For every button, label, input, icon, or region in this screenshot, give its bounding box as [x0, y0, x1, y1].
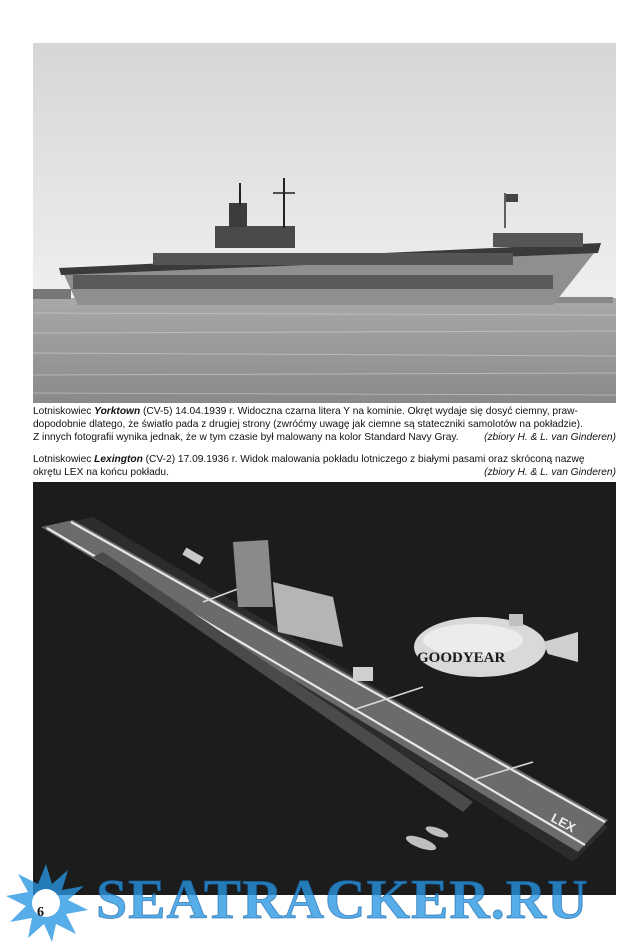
caption-prefix: Lotniskowiec	[33, 454, 95, 465]
caption-line	[33, 466, 616, 479]
caption-line	[33, 453, 616, 466]
photo-credit: (zbiory H. & L. van Ginderen)	[484, 467, 616, 479]
caption-line: dopodobnie dlatego, że światło pada z drugiej strony (zwróćmy uwagę jak ciemne są stateczniki samolotów na pokładzie).	[33, 419, 583, 431]
caption-yorktown	[33, 405, 616, 445]
watermark: SEATRACKER.RU	[96, 869, 589, 931]
photo-yorktown	[33, 43, 616, 403]
photo-lexington	[33, 482, 616, 895]
ship-name: Yorktown	[94, 406, 141, 417]
starburst-logo	[2, 862, 90, 942]
caption-lexington	[33, 453, 616, 479]
caption-line	[33, 405, 616, 418]
photo-credit: (zbiory H. & L. van Ginderen)	[484, 432, 616, 444]
caption-prefix: Lotniskowiec	[33, 406, 95, 417]
caption-text: Z innych fotografii wynika jednak, że w tym czasie był malowany na kolor Standard Navy Gray.	[33, 432, 459, 444]
caption-text: okrętu LEX na końcu pokładu.	[33, 467, 169, 479]
caption-line	[33, 431, 616, 444]
blimp-lettering: GOODYEAR	[417, 650, 506, 666]
deck-lettering: LEX	[548, 810, 579, 836]
caption-text: (CV-2) 17.09.1936 r. Widok malowania pokładu lotniczego z białymi pasami oraz skróconą nazwę	[142, 454, 585, 465]
caption-text: (CV-5) 14.04.1939 r. Widoczna czarna litera Y na kominie. Okręt wydaje się dosyć ciemny, praw-	[140, 406, 578, 417]
ship-name: Lexington	[94, 454, 143, 465]
page-number: 6	[37, 905, 44, 920]
